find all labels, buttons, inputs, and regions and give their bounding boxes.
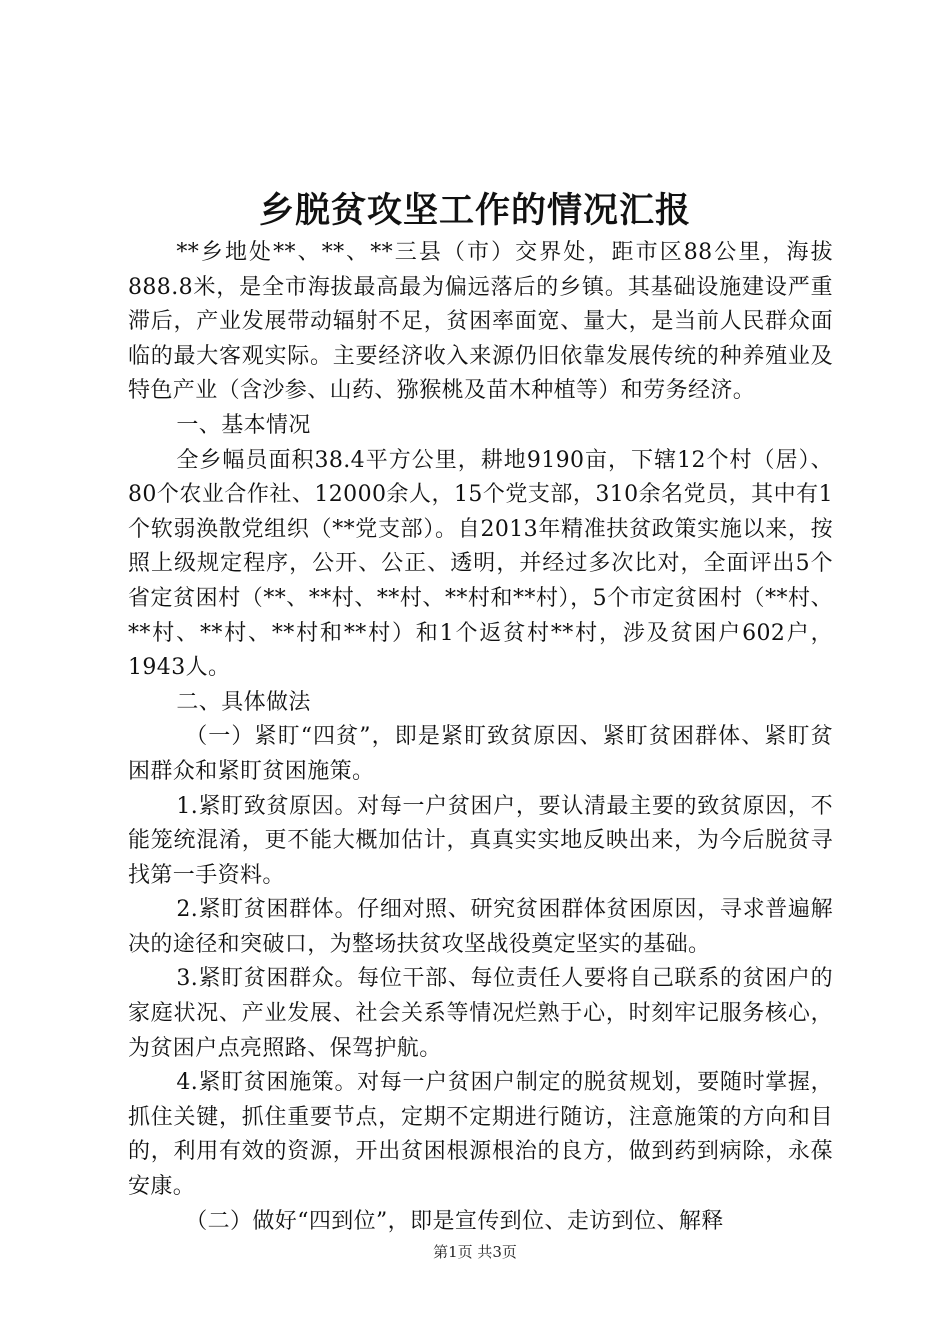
page-footer: 第1页 共3页 xyxy=(433,1243,517,1261)
item-paragraph-3: 3.紧盯贫困群众。每位干部、每位责任人要将自己联系的贫困户的家庭状况、产业发展、社会关系等情况烂熟于心，时刻牢记服务核心，为贫困户点亮照路、保驾护航。 xyxy=(128,966,833,1061)
subsection-heading-four-poverty: （一）紧盯“四贫”，即是紧盯致贫原因、紧盯贫困群体、紧盯贫困群众和紧盯贫困施策。 xyxy=(128,724,833,784)
basic-situation-paragraph: 全乡幅员面积38.4平方公里，耕地9190亩，下辖12个村（居）、80个农业合作社、12000余人，15个党支部，310余名党员，其中有1个软弱涣散党组织（**党支部）。自2013年精准扶贫政策实施以来，按照上级规定程序，公开、公正、透明，并经过多次比对，全面评出5个省定贫困村（**、**村、**村、**村和**村），5个市定贫困村（**村、**村、**村、**村和**村）和1个返贫村**村，涉及贫困户602户，1943人。 xyxy=(128,447,833,681)
intro-paragraph: **乡地处**、**、**三县（市）交界处，距市区88公里，海拔888.8米，是全市海拔最高最为偏远落后的乡镇。其基础设施建设严重滞后，产业发展带动辐射不足，贫困率面宽、量大，是当前人民群众面临的最大客观实际。主要经济收入来源仍旧依靠发展传统的种养殖业及特色产业（含沙参、山药、猕猴桃及苗木种植等）和劳务经济。 xyxy=(128,240,833,404)
subsection-heading-four-in-place: （二）做好“四到位”，即是宣传到位、走访到位、解释 xyxy=(185,1208,724,1234)
section-heading-basic-situation: 一、基本情况 xyxy=(176,412,311,438)
section-heading-specific-practices: 二、具体做法 xyxy=(176,689,311,715)
document-title: 乡脱贫攻坚工作的情况汇报 xyxy=(258,190,691,231)
item-paragraph-1: 1.紧盯致贫原因。对每一户贫困户，要认清最主要的致贫原因，不能笼统混淆，更不能大概加估计，真真实实地反映出来，为今后脱贫寻找第一手资料。 xyxy=(128,793,833,888)
item-paragraph-2: 2.紧盯贫困群体。仔细对照、研究贫困群体贫困原因，寻求普遍解决的途径和突破口，为整场扶贫攻坚战役奠定坚实的基础。 xyxy=(128,897,833,957)
item-paragraph-4: 4.紧盯贫困施策。对每一户贫困户制定的脱贫规划，要随时掌握，抓住关键，抓住重要节点，定期不定期进行随访，注意施策的方向和目的，利用有效的资源，开出贫困根源根治的良方，做到药到病除，永葆安康。 xyxy=(128,1070,833,1200)
document-body xyxy=(128,236,833,1239)
